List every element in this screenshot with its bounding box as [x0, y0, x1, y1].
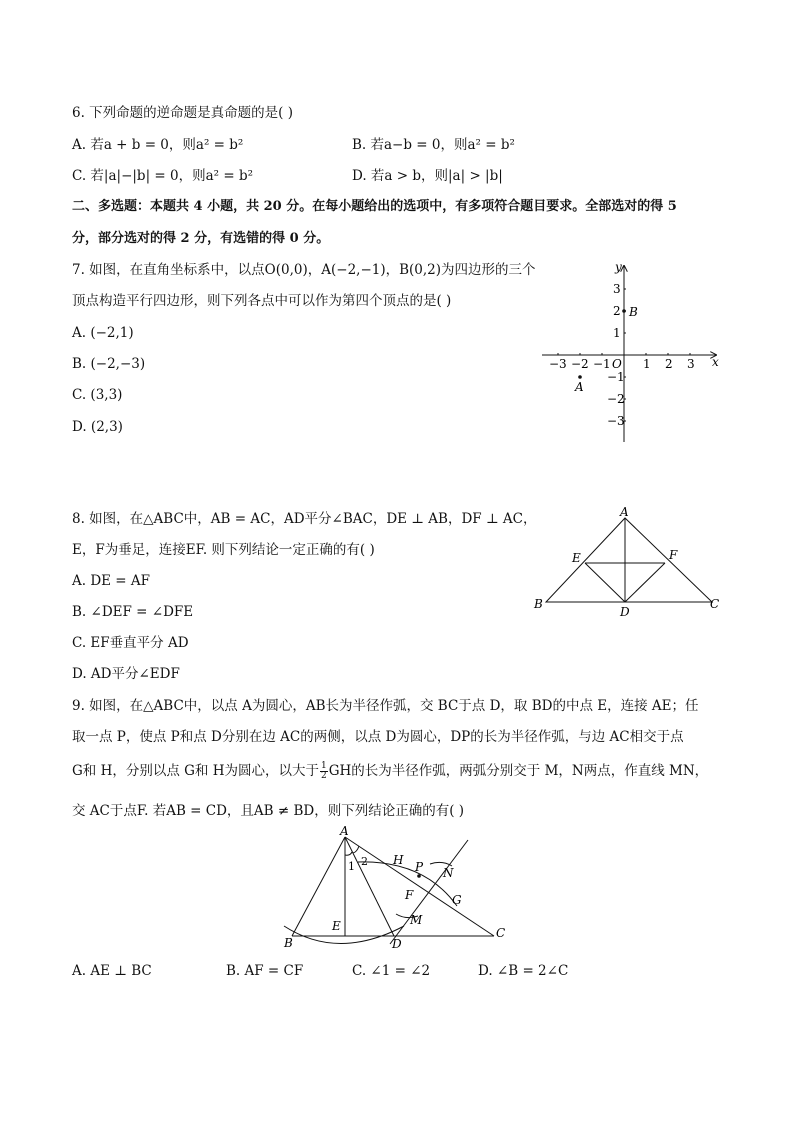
q6-option-b: B. 若a−b = 0，则a² = b²	[352, 137, 515, 153]
segment-de	[585, 563, 625, 602]
q9-stem-line1: 9. 如图，在△ABC中，以点 A为圆心，AB长为半径作弧，交 BC于点 D，取 BD的中点 E，连接 AE；任	[72, 698, 699, 714]
point-a-label: A	[575, 380, 584, 394]
label-a: A	[340, 824, 349, 838]
x-axis-label: x	[712, 355, 719, 369]
q8-triangle-figure	[530, 506, 726, 622]
q7-option-b: B. (−2,−3)	[72, 356, 146, 372]
arc-ab-radius	[284, 926, 404, 944]
y-tick-label: −2	[607, 392, 625, 406]
label-f: F	[669, 548, 678, 562]
label-c: C	[496, 926, 506, 940]
q9-option-b: B. AF = CF	[226, 963, 304, 979]
label-d: D	[620, 605, 630, 619]
label-p: P	[415, 860, 424, 874]
x-tick-label: 2	[665, 357, 673, 371]
x-tick-label: 1	[643, 357, 651, 371]
triangle-abc	[546, 518, 712, 602]
y-tick-label: 3	[613, 282, 621, 296]
label-b: B	[284, 936, 293, 950]
label-h: H	[393, 853, 404, 867]
q8-option-d: D. AD平分∠EDF	[72, 666, 180, 682]
q7-coordinate-figure	[536, 256, 726, 448]
point-b-label: B	[629, 305, 638, 319]
label-g: G	[452, 893, 462, 907]
q9-option-c: C. ∠1 = ∠2	[352, 963, 431, 979]
origin-label: O	[612, 357, 622, 371]
label-angle-2: 2	[361, 855, 368, 868]
label-f: F	[405, 888, 414, 902]
y-tick-label: −1	[607, 370, 625, 384]
y-tick-label: 1	[613, 326, 621, 340]
q9-construction-figure	[272, 822, 522, 954]
q7-stem-line2: 顶点构造平行四边形，则下列各点中可以作为第四个顶点的是( )	[72, 293, 452, 309]
q8-option-a: A. DE = AF	[72, 573, 151, 589]
q7-option-a: A. (−2,1)	[72, 325, 134, 341]
label-b: B	[534, 597, 543, 611]
label-n: N	[443, 866, 454, 880]
fraction-half	[320, 762, 328, 781]
x-tick-label: −1	[593, 357, 611, 371]
q9-stem-line3	[72, 762, 708, 781]
point-p-dot	[417, 874, 421, 878]
y-tick-label: 2	[613, 304, 621, 318]
point-b-dot	[622, 309, 626, 313]
segment-df	[625, 563, 665, 602]
q9-stem-line3-start: G和 H，分别以点 G和 H为圆心，以大于	[72, 763, 319, 779]
x-tick-label: −3	[549, 357, 567, 371]
segment-ad	[345, 837, 394, 936]
label-e: E	[332, 919, 341, 933]
q9-option-d: D. ∠B = 2∠C	[478, 963, 569, 979]
label-c: C	[710, 597, 720, 611]
q6-option-d: D. 若a > b，则|a| > |b|	[352, 168, 503, 184]
label-e: E	[572, 551, 581, 565]
q9-option-a: A. AE ⊥ BC	[72, 963, 152, 979]
label-a: A	[620, 506, 629, 519]
q8-option-b: B. ∠DEF = ∠DFE	[72, 604, 194, 620]
y-axis-label: y	[615, 260, 622, 274]
point-a-dot	[578, 375, 582, 379]
fraction-denominator: 2	[321, 771, 327, 781]
q6-stem: 6. 下列命题的逆命题是真命题的是( )	[72, 105, 293, 121]
q8-stem-line2: E，F为垂足，连接EF. 则下列结论一定正确的有( )	[72, 542, 375, 558]
q6-option-c: C. 若|a|−|b| = 0，则a² = b²	[72, 168, 254, 184]
label-angle-1: 1	[348, 860, 355, 873]
angle-arc-1	[345, 852, 352, 855]
q7-option-c: C. (3,3)	[72, 387, 123, 403]
q9-stem-line3-end: GH的长为半径作弧，两弧分别交于 M，N两点，作直线 MN，	[328, 763, 709, 779]
y-tick-label: −3	[607, 414, 625, 428]
q9-stem-line4: 交 AC于点F. 若AB = CD，且AB ≠ BD，则下列结论正确的有( )	[72, 803, 465, 819]
q8-option-c: C. EF垂直平分 AD	[72, 635, 189, 651]
q7-option-d: D. (2,3)	[72, 419, 123, 435]
q6-option-a: A. 若a + b = 0，则a² = b²	[72, 137, 244, 153]
label-m: M	[410, 913, 423, 927]
q7-stem-line1: 7. 如图，在直角坐标系中，以点O(0,0)，A(−2,−1)，B(0,2)为四边形的三个	[72, 262, 536, 278]
section2-heading-line1: 二、多选题：本题共 4 小题，共 20 分。在每小题给出的选项中，有多项符合题目要求。全部选对的得 5	[72, 199, 677, 214]
q8-stem-line1: 8. 如图，在△ABC中，AB = AC，AD平分∠BAC，DE ⊥ AB，DF ⊥ AC，	[72, 511, 537, 527]
angle-arc-2	[353, 846, 359, 853]
label-d: D	[392, 937, 402, 951]
x-tick-label: 3	[687, 357, 695, 371]
section2-heading-line2: 分，部分选对的得 2 分，有选错的得 0 分。	[72, 231, 330, 246]
q9-stem-line2: 取一点 P，使点 P和点 D分别在边 AC的两侧，以点 D为圆心，DP的长为半径作弧，与边 AC相交于点	[72, 729, 684, 745]
fraction-numerator: 1	[321, 761, 327, 771]
x-tick-label: −2	[571, 357, 589, 371]
